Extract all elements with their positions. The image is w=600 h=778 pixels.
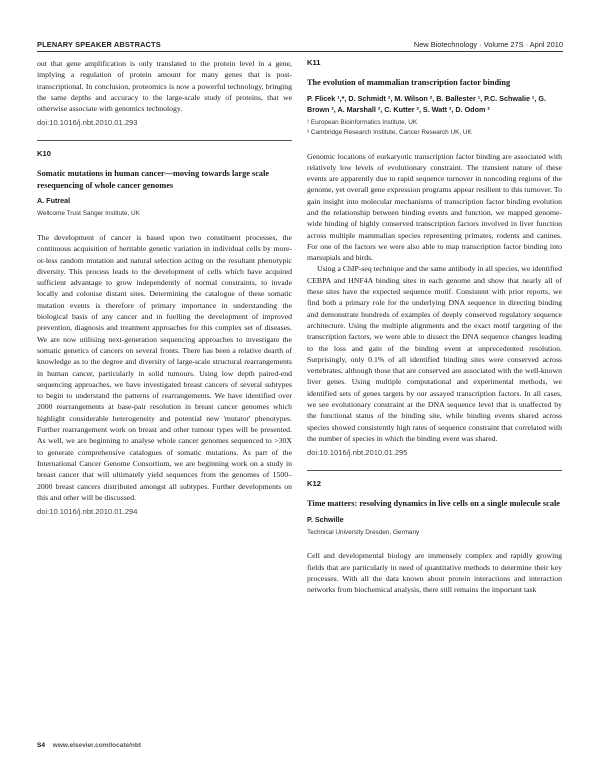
left-column: [37, 58, 292, 517]
k11-affiliation-2: ² Cambridge Research Institute, Cancer Research UK, UK: [307, 129, 472, 136]
k11-body-paragraph-1: Genomic locations of eurkaryotic transcription factor binding are associated with relatively low levels of evolutionary constraint. The transient nature of these events are apparently due to rapid sequence turnover in noncoding regions of the genome, yet overall gene expression programs appear resilient to this turnover. To gain insight into molecular mechanisms of transcription factor binding evolution and the relationship between binding events and function, we mapped genome-wide binding of highly conserved transcription factors involved in liver function across multiple mammalian species representing primates, rodents and canines. For one of the factors we were also able to map transcription factor binding into marsupials and birds.: [307, 151, 562, 263]
k11-doi-link[interactable]: doi:10.1016/j.nbt.2010.01.295: [307, 448, 408, 458]
k10-body: The development of cancer is based upon two constituent processes, the continuous acquisition of heritable genetic variation in individual cells by more-or-less random mutation and natural selection acting on the resultant phenotypic diversity. This process leads to the development of cells which have acquired sufficient advantage to grow independently of normal constraints, to invade locally and colonise distant sites. Determining the catalogue of these somatic mutation events is therefore of primary importance in understanding the biological basis of any cancer and in fuelling the development of improved prevention, diagnosis and treatment approaches for this complex set of diseases. We are now utilising next-generation sequencing approaches to investigate the somatic genetics of cancers on several fronts. There has been a relative dearth of knowledge as to the degree and diversity of large-scale structural rearrangements in human cancer, particularly in solid tumours. Using low depth paired-end sequencing approaches, we have investigated breast cancers of several subtypes to begin to understand the patterns of rearrangements. We have identified over 2000 rearrangements at base-pair resolution in breast cancer genomes which highlight considerable heterogeneity and potential new 'mutator' phenotypes. Further rearrangement work on breast and other tumour types will be presented. As well, we are beginning to analyse whole cancer genomes sequenced to >30X to generate comprehensive catalogues of somatic mutations. As part of the International Cancer Genome Consortium, we are beginning work on a study in breast cancer that will ultimately yield sequences from the genomes of 1500–2000 breast cancers distributed amongst all subtypes. Further developments on this and other will be discussed.: [37, 232, 292, 502]
k11-affiliation-1: ¹ European Bioinformatics Institute, UK: [307, 118, 418, 126]
k12-code: K12: [307, 479, 321, 489]
k11-code: K11: [307, 58, 321, 67]
k10-code: K10: [37, 149, 51, 159]
page-number: S4: [37, 742, 45, 749]
k11-body-paragraph-2: Using a ChIP-seq technique and the same antibody in all species, we identified CEBPA and HNF4A binding sites in each genome and show that nearly all of these sites have the expected sequence motif. Consistent with prior reports, we find both a primary role for the underlying DNA sequence in directing binding and demonstrate hundreds of examples of deeply conserved regulatory sequence architecture. Using the multiple alignments and the exact motif targeting of the transcription factors, we were able to dissect the DNA sequence changes leading to the loss and gain of the binding event at unprecedented resolution. Surprisingly, only 0.1% of all identified binding sites were conserved across vertebrates, although those that are conserved are associated with the well-known liver genes. Using multiple computational and experimental methods, we identified sets of genes targets by our assayed transcription factors. In all cases, we see evolutionary constraint at the DNA sequence level that is unaffected by the functional status of the binding site, while binding events shared across species showed consistently high rates of sequence constraint that correlated with the number of species in which the binding event was shared.: [307, 264, 562, 443]
k12-body: Cell and developmental biology are immensely complex and rapidly growing fields that are particularly in need of quantitative methods to determine their key processes. With all the data known about protein interactions and interaction networks from biochemical analysis, there still remains the important task: [307, 551, 562, 595]
page-footer: [37, 742, 141, 749]
header-rule: [37, 51, 563, 52]
k10-title: Somatic mutations in human cancer—moving towards large scale resequencing of whole cancer genomes: [37, 169, 270, 190]
running-header-journal: New Biotechnology · Volume 27S · April 2010: [413, 40, 563, 49]
k9-doi-link[interactable]: doi:10.1016/j.nbt.2010.01.293: [37, 118, 138, 128]
running-header-section: PLENARY SPEAKER ABSTRACTS: [37, 40, 161, 49]
right-column: [307, 58, 562, 595]
k12-authors: P. Schwille: [307, 514, 344, 524]
abstract-divider: [307, 470, 562, 471]
k10-authors: A. Futreal: [37, 196, 71, 206]
k12-title: Time matters: resolving dynamics in live cells on a single molecule scale: [307, 499, 560, 509]
continued-abstract-text: out that gene amplification is only translated to the protein level in a gene, implying a regulation of protein amount for many genes that is post-transcriptional. In conclusion, proteomics is now a powerful technology, bringing the same depths and accuracy to the large-scale study of proteins, that we otherwise associate with genomics technology.: [37, 59, 292, 114]
k10-doi-link[interactable]: doi:10.1016/j.nbt.2010.01.294: [37, 507, 138, 517]
journal-url-link[interactable]: www.elsevier.com/locate/nbt: [52, 742, 142, 749]
abstract-divider: [37, 140, 292, 141]
k12-affiliation: Technical University Dresden, Germany: [307, 528, 420, 536]
k11-authors: P. Flicek ¹,*, D. Schmidt ², M. Wilson ², B. Ballester ¹, P.C. Schwalie ¹, G. Brown ², A. Marshall ², C. Kutter ², S. Watt ², D. Odom ²: [307, 93, 546, 114]
k10-affiliation: Wellcome Trust Sanger Institute, UK: [37, 210, 140, 218]
k11-title: The evolution of mammalian transcription factor binding: [307, 78, 511, 87]
